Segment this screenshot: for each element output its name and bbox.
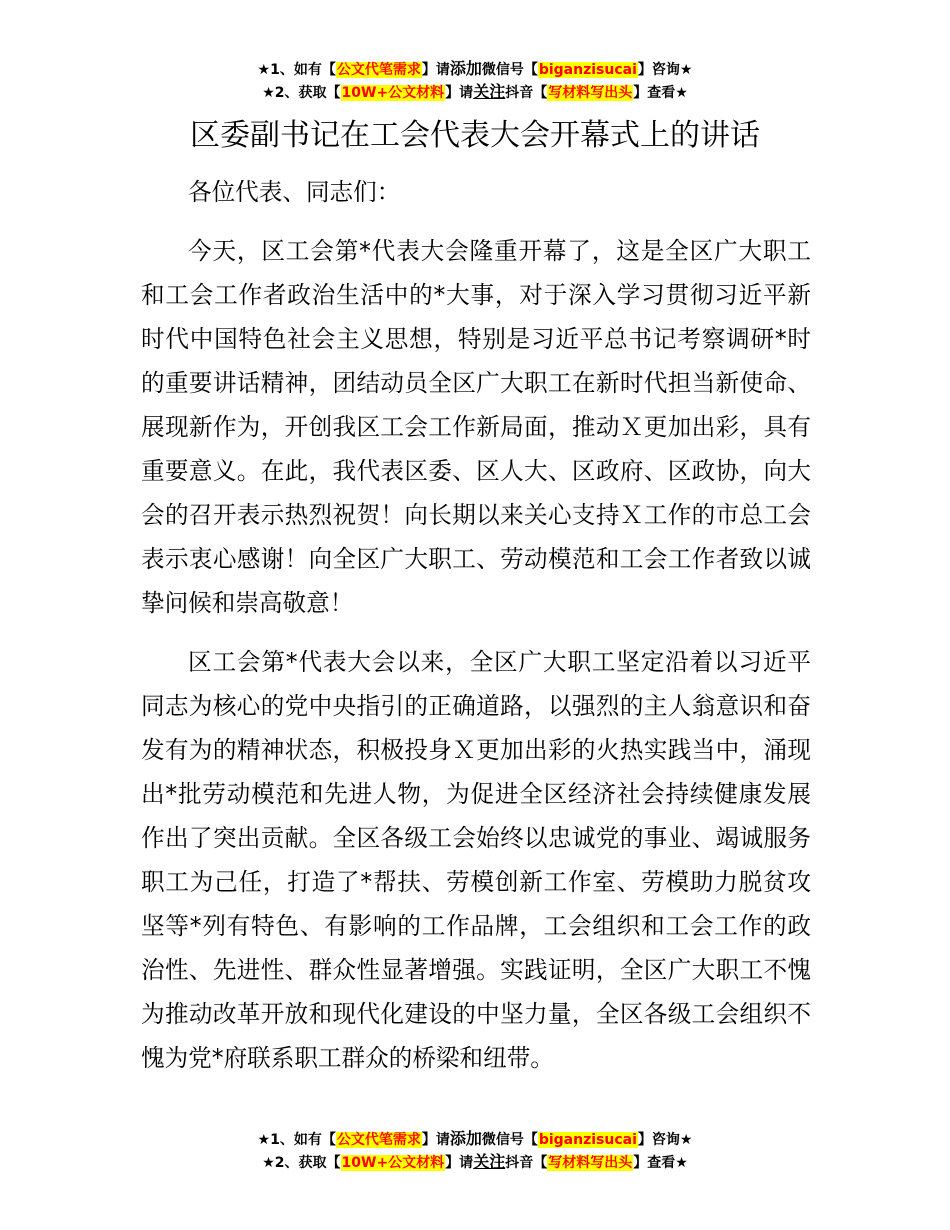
promo-highlight-materials: 10W+公文材料 <box>341 1155 445 1171</box>
promo-line-1-mid1: 】请 <box>421 62 450 78</box>
top-promo-banner <box>0 58 950 104</box>
promo-line-2-emphasis: 关注 <box>473 82 506 101</box>
promo-line-1-prefix: 1、如有【 <box>270 62 336 78</box>
promo-line-1 <box>0 1128 950 1151</box>
promo-highlight-wechat-id: biganzisucai <box>538 1132 637 1148</box>
promo-line-1-emphasis: 添加 <box>449 59 482 78</box>
promo-line-2-prefix: 2、获取【 <box>274 1155 341 1171</box>
star-icon: ★ <box>262 85 275 101</box>
promo-line-2 <box>0 1151 950 1174</box>
paragraph-1: 今天，区工会第*代表大会隆重开幕了，这是全区广大职工和工会工作者政治生活中的*大事，对于深入学习贯彻习近平新时代中国特色社会主义思想，特别是习近平总书记考察调研*时的重要讲话精神，团结动员全区广大职工在新时代担当新使命、展现新作为，开创我区工会工作新局面，推动Ｘ更加出彩，具有重要意义。在此，我代表区委、区人大、区政府、区政协，向大会的召开表示热烈祝贺！向长期以来关心支持Ｘ工作的市总工会表示衷心感谢！向全区广大职工、劳动模范和工会工作者致以诚挚问候和崇高敬意！ <box>141 237 811 617</box>
paragraph-2: 区工会第*代表大会以来，全区广大职工坚定沿着以习近平同志为核心的党中央指引的正确道路，以强烈的主人翁意识和奋发有为的精神状态，积极投身Ｘ更加出彩的火热实践当中，涌现出*批劳动模范和先进人物，为促进全区经济社会持续健康发展作出了突出贡献。全区各级工会始终以忠诚党的事业、竭诚服务职工为己任，打造了*帮扶、劳模创新工作室、劳模助力脱贫攻坚等*列有特色、有影响的工作品牌，工会组织和工会工作的政治性、先进性、群众性显著增强。实践证明，全区广大职工不愧为推动改革开放和现代化建设的中坚力量，全区各级工会组织不愧为党*府联系职工群众的桥梁和纽带。 <box>141 648 811 1072</box>
promo-line-1-prefix: 1、如有【 <box>270 1132 336 1148</box>
promo-line-2 <box>0 81 950 104</box>
promo-line-1-suffix: 】咨询★ <box>637 62 693 78</box>
promo-highlight-materials: 10W+公文材料 <box>341 85 445 101</box>
promo-highlight-douyin: 写材料写出头 <box>548 1155 633 1171</box>
promo-line-2-mid1: 】请 <box>445 1155 474 1171</box>
promo-highlight-wechat-id: biganzisucai <box>538 62 637 78</box>
star-icon: ★ <box>262 1155 275 1171</box>
promo-line-1-suffix: 】咨询★ <box>637 1132 693 1148</box>
promo-line-2-prefix: 2、获取【 <box>274 85 341 101</box>
promo-line-1-mid2: 微信号【 <box>481 1132 538 1148</box>
bottom-promo-banner <box>0 1128 950 1174</box>
promo-line-2-mid2: 抖音【 <box>505 1155 548 1171</box>
promo-highlight-service: 公文代笔需求 <box>336 62 421 78</box>
promo-line-2-mid1: 】请 <box>445 85 474 101</box>
promo-line-2-suffix: 】查看★ <box>633 1155 688 1171</box>
promo-line-2-mid2: 抖音【 <box>505 85 548 101</box>
promo-highlight-service: 公文代笔需求 <box>336 1132 421 1148</box>
salutation: 各位代表、同志们： <box>188 178 401 206</box>
star-icon: ★ <box>257 1132 271 1148</box>
promo-highlight-douyin: 写材料写出头 <box>548 85 633 101</box>
promo-line-2-suffix: 】查看★ <box>633 85 688 101</box>
document-title: 区委副书记在工会代表大会开幕式上的讲话 <box>190 118 760 153</box>
promo-line-1-mid2: 微信号【 <box>481 62 538 78</box>
document-body <box>141 170 811 1095</box>
promo-line-1-emphasis: 添加 <box>449 1129 482 1148</box>
promo-line-2-emphasis: 关注 <box>473 1152 506 1171</box>
promo-line-1-mid1: 】请 <box>421 1132 450 1148</box>
promo-line-1 <box>0 58 950 81</box>
star-icon: ★ <box>257 62 271 78</box>
